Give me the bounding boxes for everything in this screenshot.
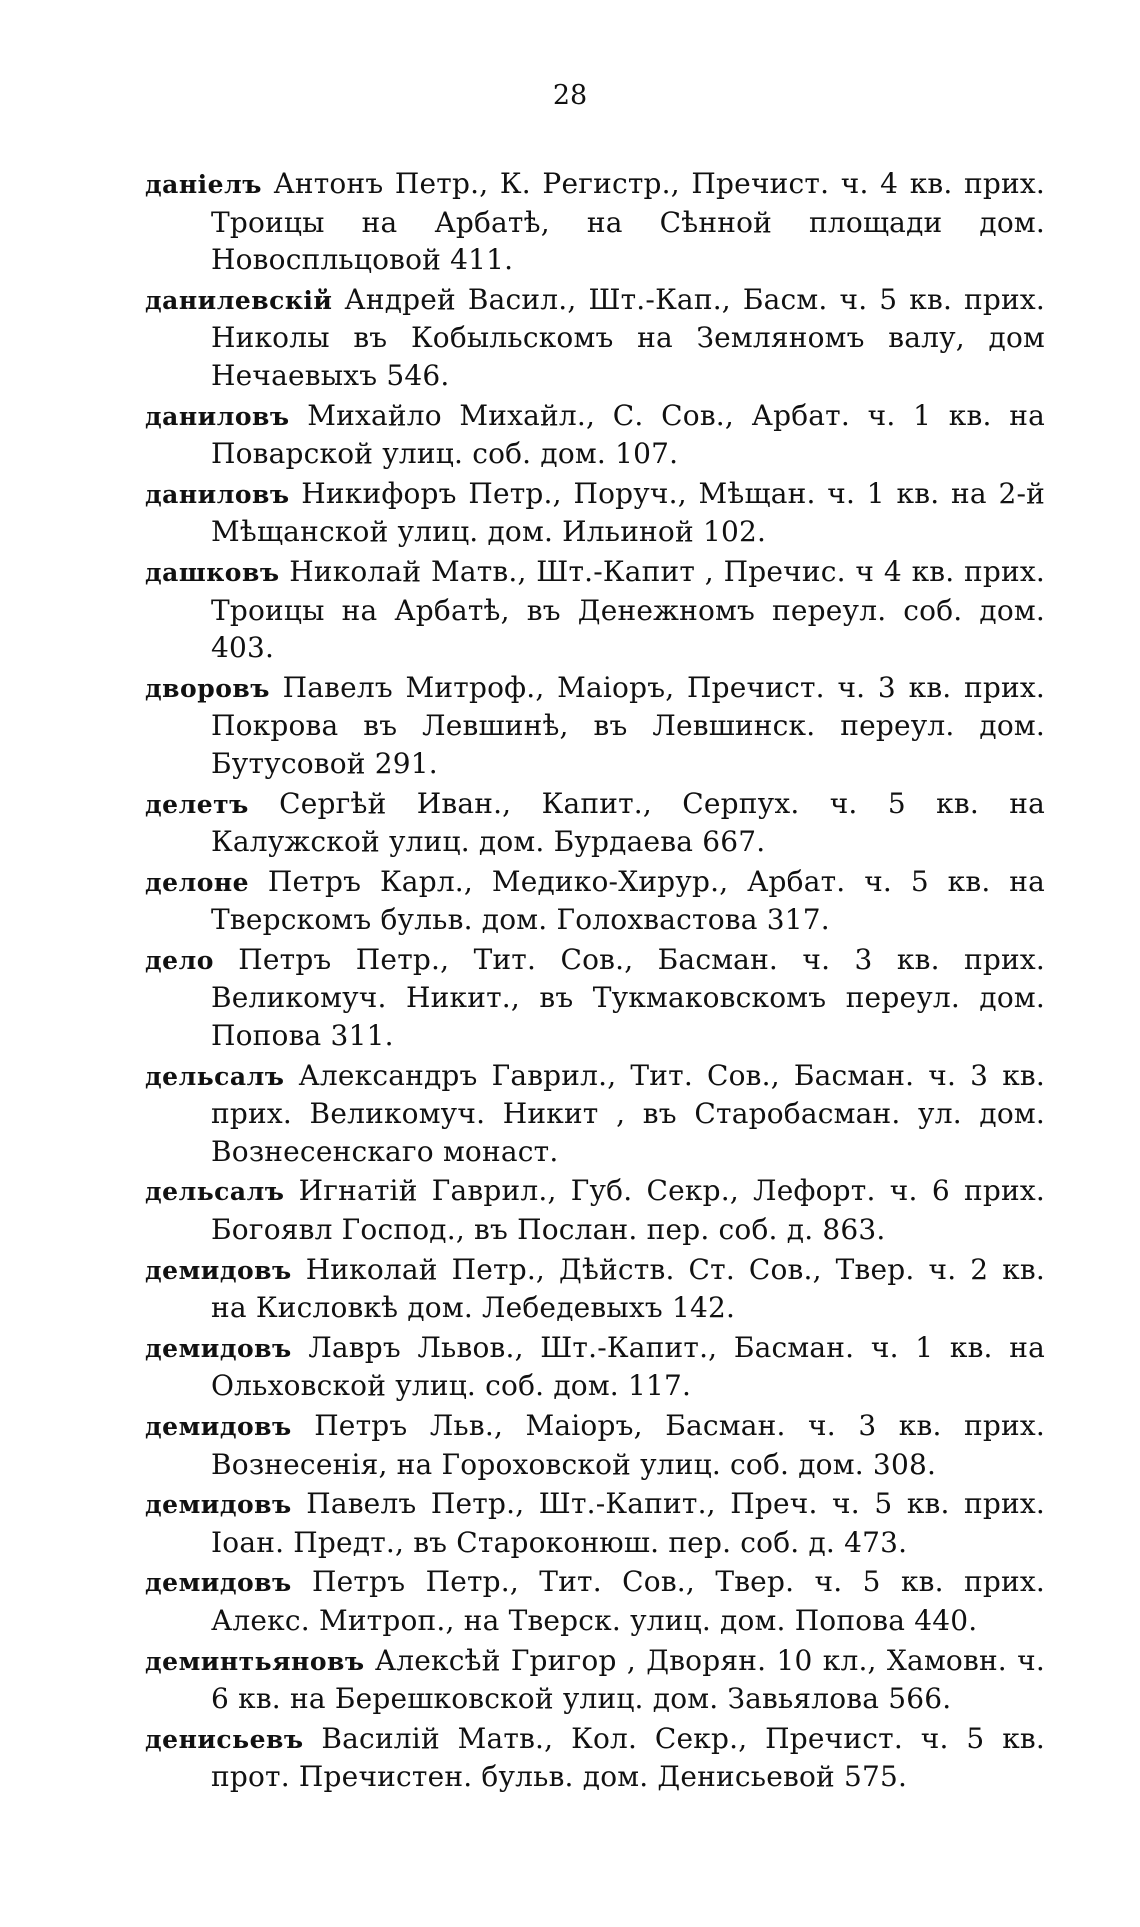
directory-entry — [145, 1329, 1045, 1405]
directory-entry — [145, 1720, 1045, 1796]
entry-details: Николай Петр., Дѣйств. Ст. Сов., Твер. ч. 2 кв. на Кисловкѣ дом. Лебедевыхъ 142. — [211, 1252, 1045, 1325]
directory-entry — [145, 1251, 1045, 1327]
entry-details: Никифоръ Петр., Поруч., Мѣщан. ч. 1 кв. на 2-й Мѣщанской улиц. дом. Ильиной 102. — [211, 476, 1046, 549]
entry-details: Петръ Льв., Маiоръ, Басман. ч. 3 кв. прих. Вознесенiя, на Гороховской улиц. соб. дом. 308. — [211, 1409, 1045, 1481]
entry-surname: демидовъ — [145, 1255, 292, 1285]
entry-details: Михайло Михайл., С. Сов., Арбат. ч. 1 кв. на Поварской улиц. соб. дом. 107. — [211, 398, 1045, 471]
directory-entry — [145, 1172, 1045, 1248]
entry-surname: деминтьяновъ — [145, 1646, 365, 1676]
directory-entry — [145, 397, 1045, 473]
entry-details: Николай Матв., Шт.-Капит , Пречис. ч 4 кв. прих. Троицы на Арбатѣ, въ Денежномъ переул. соб. дом. 403. — [211, 554, 1046, 665]
entry-details: Алексѣй Григор , Дворян. 10 кл., Хамовн. ч. 6 кв. на Берешковской улиц. дом. Завьялова 566. — [211, 1643, 1045, 1716]
directory-entry — [145, 863, 1045, 939]
entry-surname: данiелъ — [145, 170, 262, 199]
directory-entry — [145, 669, 1045, 783]
entry-surname: дельсалъ — [145, 1177, 285, 1207]
entry-details: Александръ Гаврил., Тит. Сов., Басман. ч. 3 кв. прих. Великомуч. Никит , въ Старобасман. ул. дом. Вознесенскаго монаст. — [211, 1058, 1045, 1168]
entry-details: Андрей Васил., Шт.-Кап., Басм. ч. 5 кв. прих. Николы въ Кобыльскомъ на Земляномъ валу, дом Нечаевыхъ 546. — [211, 282, 1045, 392]
entry-surname: даниловъ — [145, 479, 290, 509]
entry-details: Лавръ Львов., Шт.-Капит., Басман. ч. 1 кв. на Ольховской улиц. соб. дом. 117. — [211, 1330, 1045, 1403]
entry-surname: данилевскiй — [145, 285, 333, 315]
entry-details: Антонъ Петр., К. Регистр., Пречист. ч. 4 кв. прих. Троицы на Арбатѣ, на Сѣнной площади дом. Новоспльцовой 411. — [211, 167, 1045, 277]
directory-entry — [145, 941, 1045, 1055]
entry-details: Сергѣй Иван., Капит., Серпух. ч. 5 кв. на Калужской улиц. дом. Бурдаева 667. — [211, 786, 1045, 859]
entry-details: Павелъ Митроф., Маiоръ, Пречист. ч. 3 кв. прих. Покрова въ Левшинѣ, въ Левшинск. переул. дом. Бутусовой 291. — [211, 670, 1046, 780]
entry-details: Петръ Карл., Медико-Хирур., Арбат. ч. 5 кв. на Тверскомъ бульв. дом. Голохвастова 317. — [211, 864, 1046, 937]
entry-surname: демидовъ — [145, 1412, 292, 1441]
entry-surname: денисьевъ — [145, 1724, 304, 1754]
entry-details: Игнатiй Гаврил., Губ. Секр., Лефорт. ч. 6 прих. Богоявл Господ., въ Послан. пер. соб. д. 863. — [211, 1174, 1045, 1247]
entry-surname: дворовъ — [145, 673, 270, 703]
directory-entry — [145, 165, 1045, 279]
entry-details: Петръ Петр., Тит. Сов., Твер. ч. 5 кв. прих. Алекс. Митроп., на Тверск. улиц. дом. Попова 440. — [211, 1565, 1045, 1637]
directory-entry — [145, 1407, 1045, 1483]
directory-entry — [145, 553, 1045, 667]
directory-entry — [145, 475, 1045, 551]
entry-surname: делоне — [145, 867, 250, 897]
directory-entry — [145, 281, 1045, 395]
entry-surname: демидовъ — [145, 1568, 292, 1598]
directory-entry — [145, 1057, 1045, 1171]
entry-surname: дело — [145, 945, 214, 975]
directory-entry — [145, 1485, 1045, 1561]
directory-entries — [145, 165, 1045, 1798]
page-number: 28 — [552, 80, 588, 111]
entry-details: Василiй Матв., Кол. Секр., Пречист. ч. 5 кв. прот. Пречистен. бульв. дом. Денисьевой 575. — [211, 1721, 1045, 1794]
entry-surname: демидовъ — [145, 1490, 292, 1520]
directory-entry — [145, 1642, 1045, 1718]
directory-entry — [145, 785, 1045, 861]
entry-details: Петръ Петр., Тит. Сов., Басман. ч. 3 кв. прих. Великомуч. Никит., въ Тукмаковскомъ переул. дом. Попова 311. — [211, 942, 1045, 1053]
entry-surname: дашковъ — [145, 557, 280, 587]
entry-surname: дельсалъ — [145, 1061, 285, 1091]
entry-surname: демидовъ — [145, 1333, 292, 1363]
entry-details: Павелъ Петр., Шт.-Капит., Преч. ч. 5 кв. прих. Iоан. Предт., въ Староконюш. пер. соб. д. 473. — [211, 1487, 1045, 1559]
entry-surname: делетъ — [145, 789, 249, 819]
directory-entry — [145, 1563, 1045, 1639]
entry-surname: даниловъ — [145, 401, 290, 431]
